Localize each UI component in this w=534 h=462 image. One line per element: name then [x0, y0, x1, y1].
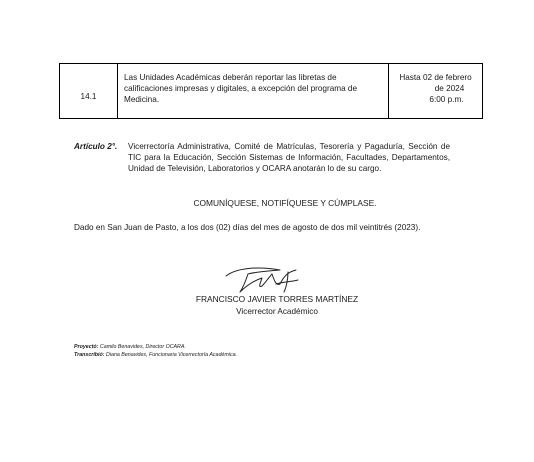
credit-line-transcribio — [74, 351, 237, 359]
credit-value-transcribio: Diana Benavides, Funcionaria Vicerrectoría Académica. — [106, 352, 238, 358]
table-cell-number: 14.1 — [60, 64, 118, 118]
signer-role: Vicerrector Académico — [236, 307, 318, 316]
document-credits — [74, 343, 237, 359]
schedule-table — [59, 63, 483, 119]
deadline-line-3: 6:00 p.m. — [429, 95, 464, 104]
credit-label-proyecto: Proyectó: — [74, 344, 99, 350]
dated-statement: Dado en San Juan de Pasto, a los dos (02) días del mes de agosto de dos mil veintitrés (2023). — [74, 223, 421, 232]
deadline-line-2: de 2024 — [434, 84, 465, 93]
handwritten-signature — [218, 262, 308, 298]
article-text: Vicerrectoría Administrativa, Comité de Matrículas, Tesorería y Pagaduría, Sección de TIC para la Educación, Sección Sistemas de Información, Facultades, Departamentos, Unidad de Televisión, Laboratorios y OCARA anotarán lo de su cargo. — [128, 142, 450, 173]
credit-line-proyecto — [74, 343, 237, 351]
deadline-line-1: Hasta 02 de febrero — [399, 73, 472, 82]
article-2 — [74, 141, 450, 174]
credit-value-proyecto: Camilo Benavides, Director OCARA. — [99, 344, 186, 350]
closing-formula: COMUNÍQUESE, NOTIFÍQUESE Y CÚMPLASE. — [193, 198, 377, 208]
signer-name: FRANCISCO JAVIER TORRES MARTÍNEZ — [195, 294, 359, 304]
credit-label-transcribio: Transcribió: — [74, 352, 105, 358]
table-cell-deadline — [389, 64, 482, 118]
table-cell-description: Las Unidades Académicas deberán reportar las libretas de calificaciones impresas y digitales, a excepción del programa de Medicina. — [118, 64, 389, 118]
article-label: Artículo 2°. — [74, 142, 118, 151]
